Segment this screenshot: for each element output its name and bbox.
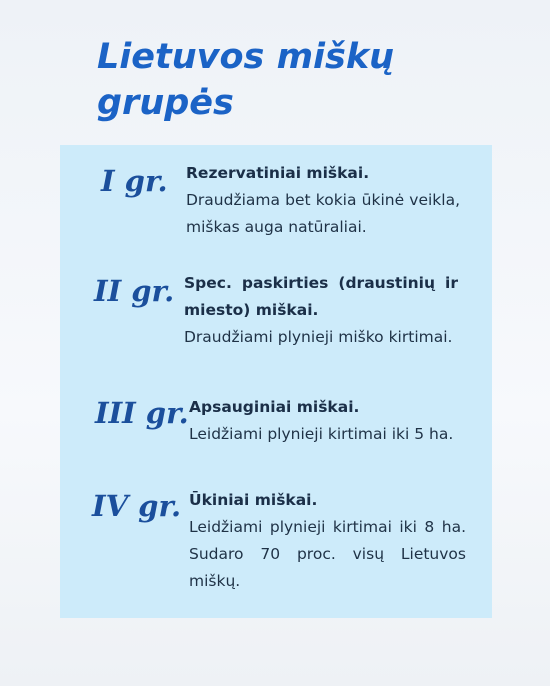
forest-groups-panel xyxy=(60,145,492,618)
group-3-name: Apsauginiai miškai. xyxy=(189,398,360,416)
page-title: Lietuvos miškų grupės xyxy=(97,37,395,123)
group-3-description: Leidžiami plynieji kirtimai iki 5 ha. xyxy=(189,425,454,443)
group-4-description: Leidžiami plynieji kirtimai iki 8 ha. Sudaro 70 proc. visų Lietuvos miškų. xyxy=(189,518,466,590)
group-4-text xyxy=(189,487,466,595)
group-2-name: Spec. paskirties (draustinių ir miesto) miškai. xyxy=(184,274,458,319)
group-1-label: I gr. xyxy=(101,164,168,198)
group-3-label: III gr. xyxy=(95,396,189,430)
group-2-text xyxy=(184,270,458,351)
group-2-description: Draudžiami plynieji miško kirtimai. xyxy=(184,328,453,346)
group-2-label: II gr. xyxy=(94,274,175,308)
group-1-text xyxy=(186,160,460,241)
group-3-text xyxy=(189,394,464,448)
group-4-label: IV gr. xyxy=(92,489,182,523)
group-1-name: Rezervatiniai miškai. xyxy=(186,164,370,182)
group-1-description: Draudžiama bet kokia ūkinė veikla, miškas auga natūraliai. xyxy=(186,191,460,236)
group-4-name: Ūkiniai miškai. xyxy=(189,491,318,509)
